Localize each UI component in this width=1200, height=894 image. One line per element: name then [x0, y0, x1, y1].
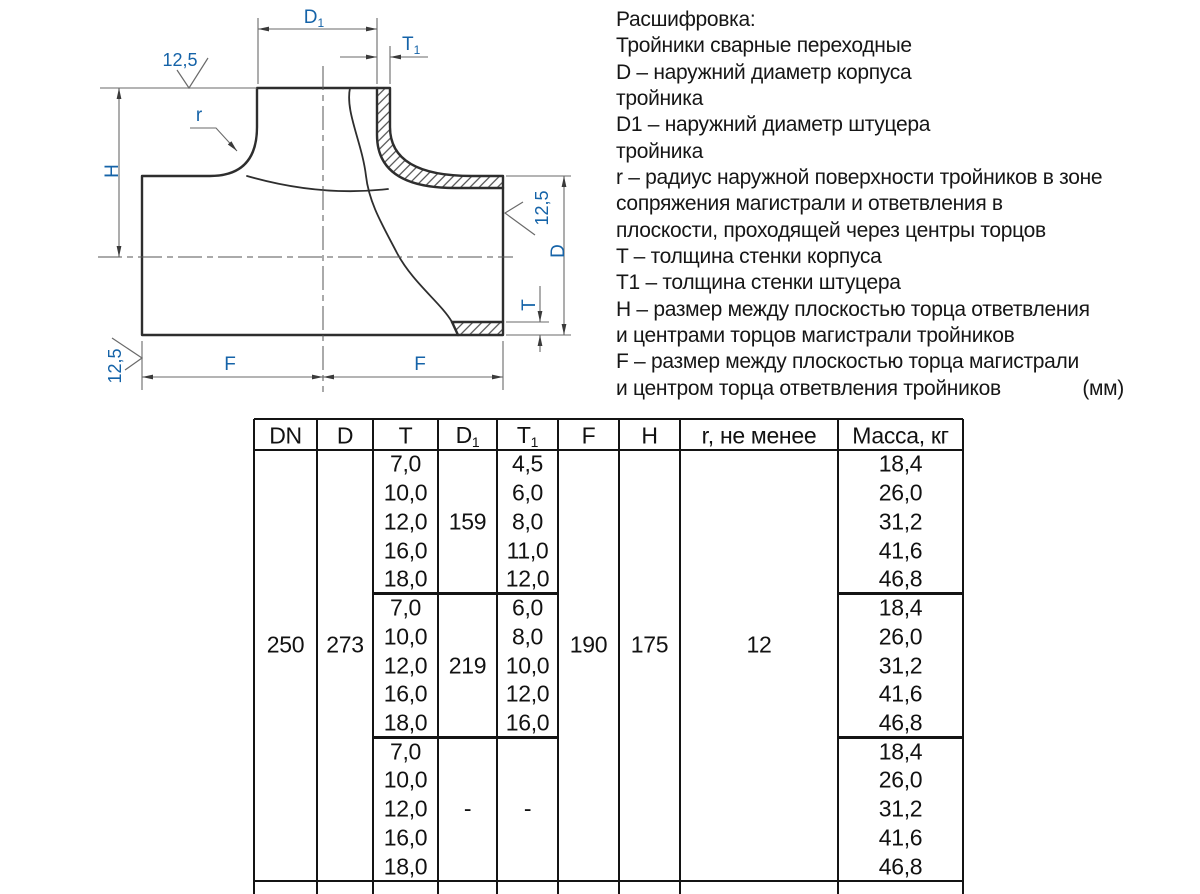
cell-t-g0-r4: 18,0 [383, 565, 428, 592]
cell-t-g2-r4: 18,0 [383, 853, 428, 880]
legend-line: и центрами торцов магистрали тройников [616, 324, 1015, 348]
table-header-1: D [336, 422, 354, 448]
legend-line: F – размер между плоскостью торца магистрали [616, 350, 1079, 374]
table-header-7: r, не менее [701, 422, 817, 448]
label-roughness-top: 12,5 [162, 50, 198, 70]
cell-t1-g1-r4: 16,0 [505, 709, 550, 736]
cell-t-g2-r2: 12,0 [383, 795, 428, 822]
table-line [618, 419, 621, 894]
table-line [316, 419, 319, 894]
cell-t-g0-r1: 10,0 [383, 479, 428, 506]
cell-r: 12 [746, 631, 772, 658]
cell-d1-g2: - [463, 795, 472, 822]
label-radius: r [195, 105, 203, 126]
cell-t-g0-r2: 12,0 [383, 508, 428, 535]
cell-mass-g0-r1: 26,0 [878, 479, 923, 506]
table-line [496, 419, 499, 894]
cell-t1-g0-r2: 8,0 [511, 508, 544, 535]
cell-mass-g2-r0: 18,4 [878, 738, 923, 765]
table-header-0: DN [269, 422, 302, 448]
table-header-8: Масса, кг [852, 422, 949, 448]
cell-t-g1-r0: 7,0 [389, 594, 422, 621]
cell-mass-g0-r4: 46,8 [878, 565, 923, 592]
label-diameter: D [548, 244, 569, 258]
table-header-6: H [641, 422, 658, 448]
label-roughness-bottom: 12,5 [105, 348, 125, 384]
legend-line: плоскости, проходящей через центры торцов [616, 218, 1046, 242]
cell-t-g0-r3: 16,0 [383, 537, 428, 564]
table-line [437, 419, 440, 894]
label-f-left: F [224, 354, 236, 375]
cell-mass-g0-r3: 41,6 [878, 537, 923, 564]
label-t1: $T_1$ [402, 34, 421, 57]
legend-line: r – радиус наружной поверхности тройников в зоне [616, 166, 1103, 190]
label-f-right: F [414, 354, 426, 375]
cell-t-g1-r3: 16,0 [383, 680, 428, 707]
table-header-4: T1 [516, 421, 539, 450]
legend-line: Расшифровка: [616, 8, 756, 31]
table-header-5: F [581, 422, 596, 448]
table-header-3: D1 [455, 421, 480, 450]
legend-line: D1 – наружний диаметр штуцера [616, 113, 931, 137]
cell-t-g1-r1: 10,0 [383, 623, 428, 650]
cell-d: 273 [326, 631, 364, 658]
cell-t-g2-r3: 16,0 [383, 824, 428, 851]
cell-t1-g0-r3: 11,0 [506, 537, 549, 564]
legend-line: сопряжения магистрали и ответвления в [616, 192, 1003, 216]
cell-d1-g0: 159 [448, 508, 487, 535]
cell-mass-g0-r2: 31,2 [878, 508, 923, 535]
label-thickness: T [519, 299, 540, 311]
cell-mass-g1-r1: 26,0 [878, 623, 923, 650]
legend-line-text: и центром торца ответвления тройников [616, 376, 1001, 400]
cell-t-g2-r1: 10,0 [383, 766, 428, 793]
units-note: (мм) [1082, 376, 1124, 400]
cell-mass-g1-r2: 31,2 [878, 652, 923, 678]
table-line [254, 880, 963, 883]
cell-t1-g0-r1: 6,0 [511, 479, 544, 506]
legend-line: Тройники сварные переходные [616, 34, 912, 58]
cell-mass-g0-r0: 18,4 [878, 450, 923, 477]
legend-line: тройника [616, 139, 703, 163]
cell-d1-g1: 219 [448, 652, 487, 678]
legend-line: D – наружний диаметр корпуса [616, 60, 912, 84]
label-roughness-right: 12,5 [532, 190, 552, 226]
label-height: H [102, 164, 123, 178]
legend-line: H – размер между плоскостью торца ответвления [616, 297, 1090, 321]
table-line [254, 449, 963, 452]
cell-mass-g2-r3: 41,6 [878, 824, 923, 851]
table-line [962, 419, 965, 894]
cell-mass-g2-r1: 26,0 [878, 766, 923, 793]
table-line [679, 419, 682, 894]
cell-t-g1-r4: 18,0 [383, 709, 428, 736]
label-d1: $D_1$ [303, 7, 325, 30]
legend-line: тройника [616, 87, 703, 111]
table-line [372, 419, 375, 894]
table-line [557, 419, 560, 894]
cell-h: 175 [630, 631, 669, 658]
cell-t1-g1-r0: 6,0 [511, 594, 544, 621]
cell-t1-g0-r0: 4,5 [511, 450, 544, 477]
cell-t1-g1-r3: 12,0 [505, 680, 550, 707]
cell-t1-g1-r1: 8,0 [511, 623, 544, 650]
cell-t1-g2: - [523, 795, 532, 822]
cell-dn: 250 [266, 631, 305, 658]
cell-mass-g1-r4: 46,8 [878, 709, 923, 736]
table-line [837, 419, 840, 894]
legend-line: T1 – толщина стенки штуцера [616, 271, 901, 295]
cell-mass-g2-r2: 31,2 [878, 795, 923, 822]
table-line [253, 419, 256, 894]
cell-t-g2-r0: 7,0 [389, 738, 422, 765]
cell-mass-g1-r0: 18,4 [878, 594, 923, 621]
cell-t1-g0-r4: 12,0 [505, 565, 550, 592]
legend-line: T – толщина стенки корпуса [616, 245, 882, 269]
table-header-2: T [398, 422, 413, 448]
cell-f: 190 [569, 631, 608, 658]
cell-t-g1-r2: 12,0 [383, 652, 428, 678]
cell-t-g0-r0: 7,0 [389, 450, 422, 477]
table-line [254, 418, 963, 421]
cell-mass-g2-r4: 46,8 [878, 853, 923, 880]
cell-t1-g1-r2: 10,0 [505, 652, 550, 678]
cell-mass-g1-r3: 41,6 [878, 680, 923, 707]
